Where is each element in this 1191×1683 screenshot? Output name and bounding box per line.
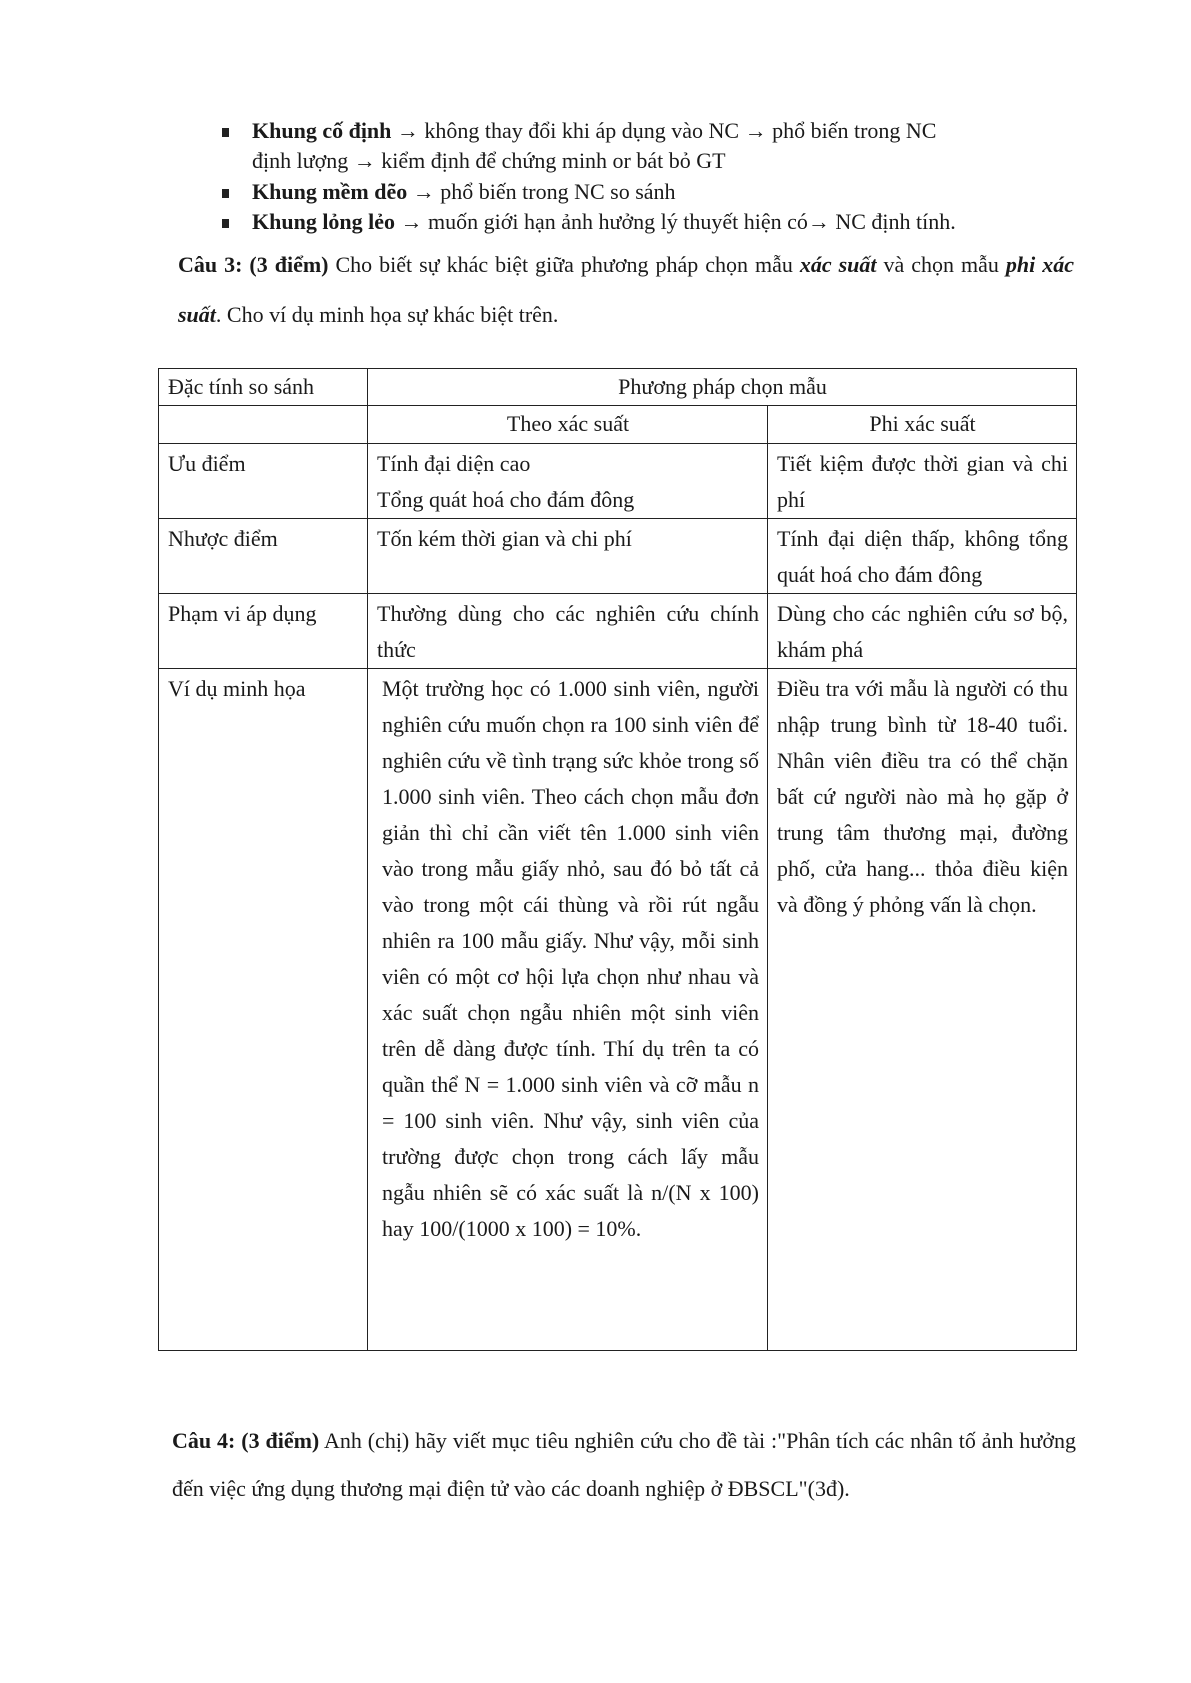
bullet-item [252, 179, 676, 205]
bullet-item-continued: định lượng → kiểm định để chứng minh or bát bỏ GT [252, 148, 726, 173]
question-text: Cho biết sự khác biệt giữa phương pháp chọn mẫu [328, 252, 800, 277]
probability-cell: Thường dùng cho các nghiên cứu chính thức [368, 594, 768, 669]
feature-cell: Ví dụ minh họa [159, 669, 368, 1351]
probability-cell: Tốn kém thời gian và chi phí [368, 519, 768, 594]
probability-cell [368, 444, 768, 519]
header-nonprobability: Phi xác suất [768, 406, 1077, 444]
table-header-row [159, 369, 1077, 406]
nonprobability-cell: Dùng cho các nghiên cứu sơ bộ, khám phá [768, 594, 1077, 669]
emphasis: phi xác suất [178, 252, 1074, 327]
bullet-text: → không thay đổi khi áp dụng vào NC → phổ biến trong NC [391, 118, 937, 143]
header-probability: Theo xác suất [368, 406, 768, 444]
emphasis: xác suất [799, 252, 877, 277]
question-text: Anh (chị) hãy viết mục tiêu nghiên cứu cho đề tài :"Phân tích các nhân tố ảnh hưởng đến việc ứng dụng thương mại điện tử vào các doanh nghiệp ở ĐBSCL"(3đ). [172, 1428, 1076, 1501]
cell-line: Tổng quát hoá cho đám đông [377, 487, 635, 512]
question-3 [178, 240, 1074, 340]
question-4 [172, 1417, 1076, 1513]
comparison-table [158, 368, 1077, 1351]
bullet-icon [222, 128, 229, 137]
bullet-item [252, 209, 956, 235]
bullet-icon [222, 219, 229, 228]
question-label: Câu 3: (3 điểm) [178, 252, 329, 277]
bullet-term: Khung cố định [252, 118, 392, 143]
header-feature: Đặc tính so sánh [159, 369, 368, 406]
bullet-term: Khung mềm dẽo [252, 179, 408, 204]
question-text: và chọn mẫu [876, 252, 1006, 277]
nonprobability-cell: Tiết kiệm được thời gian và chi phí [768, 444, 1077, 519]
bullet-term: Khung lỏng lẻo [252, 209, 396, 234]
question-text: . Cho ví dụ minh họa sự khác biệt trên. [215, 302, 559, 327]
cell-line: Tính đại diện cao [377, 451, 531, 476]
header-empty [159, 406, 368, 444]
bullet-text: → phổ biến trong NC so sánh [407, 179, 676, 204]
header-method: Phương pháp chọn mẫu [368, 369, 1077, 406]
feature-cell: Phạm vi áp dụng [159, 594, 368, 669]
nonprobability-cell: Tính đại diện thấp, không tổng quát hoá cho đám đông [768, 519, 1077, 594]
bullet-item [252, 118, 936, 144]
nonprobability-cell: Điều tra với mẫu là người có thu nhập trung bình từ 18-40 tuổi. Nhân viên điều tra có thể chặn bất cứ người nào mà họ gặp ở trung tâm thương mại, đường phố, cửa hang... thỏa điều kiện và đồng ý phỏng vấn là chọn. [768, 669, 1077, 1351]
table-row [159, 669, 1077, 1351]
table-row [159, 594, 1077, 669]
table-row [159, 444, 1077, 519]
bullet-text: → muốn giới hạn ảnh hưởng lý thuyết hiện có→ NC định tính. [395, 209, 956, 234]
feature-cell: Nhược điểm [159, 519, 368, 594]
question-label: Câu 4: (3 điểm) [172, 1428, 320, 1453]
probability-cell: Một trường học có 1.000 sinh viên, người nghiên cứu muốn chọn ra 100 sinh viên để nghiên cứu về tình trạng sức khỏe trong số 1.000 sinh viên. Theo cách chọn mẫu đơn giản thì chỉ cần viết tên 1.000 sinh viên vào trong mẫu giấy nhỏ, sau đó bỏ tất cả vào trong một cái thùng và rồi rút ngẫu nhiên ra 100 mẫu giấy. Như vậy, mỗi sinh viên có một cơ hội lựa chọn như nhau và xác suất chọn ngẫu nhiên một sinh viên trên dễ dàng được tính. Thí dụ trên ta có quần thể N = 1.000 sinh viên và cỡ mẫu n = 100 sinh viên. Như vậy, sinh viên của trường được chọn trong cách lấy mẫu ngẫu nhiên sẽ có xác suất là n/(N x 100) hay 100/(1000 x 100) = 10%. [368, 669, 768, 1351]
bullet-icon [222, 189, 229, 198]
feature-cell: Ưu điểm [159, 444, 368, 519]
table-subheader-row [159, 406, 1077, 444]
table-row [159, 519, 1077, 594]
